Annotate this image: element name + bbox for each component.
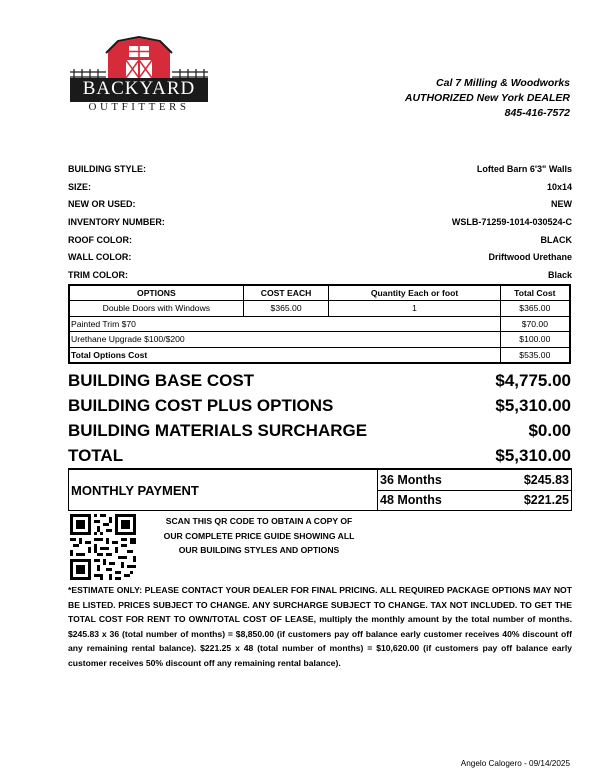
footer-signature: Angelo Calogero - 09/14/2025 bbox=[460, 759, 570, 768]
cost-row bbox=[68, 418, 571, 443]
dealer-info bbox=[405, 76, 570, 121]
cost-value: $0.00 bbox=[528, 420, 571, 440]
qr-caption-line: OUR COMPLETE PRICE GUIDE SHOWING ALL bbox=[163, 530, 355, 541]
dealer-phone: 845-416-7572 bbox=[504, 107, 570, 119]
monthly-payment-box bbox=[68, 468, 572, 511]
table-row bbox=[69, 301, 570, 317]
spec-label: INVENTORY NUMBER: bbox=[68, 216, 165, 227]
logo-word-top: BACKYARD bbox=[82, 78, 196, 99]
spec-label: BUILDING STYLE: bbox=[68, 163, 146, 174]
payment-term: 36 Months bbox=[380, 472, 442, 487]
spec-label: SIZE: bbox=[68, 181, 92, 192]
qr-caption-line: SCAN THIS QR CODE TO OBTAIN A COPY OF bbox=[165, 516, 353, 526]
cost-summary bbox=[68, 368, 571, 468]
spec-value: Lofted Barn 6'3" Walls bbox=[476, 163, 572, 174]
spec-row bbox=[68, 266, 572, 284]
table-total-row bbox=[69, 347, 570, 363]
logo-word-bottom: OUTFITTERS bbox=[88, 101, 190, 113]
spec-label: WALL COLOR: bbox=[68, 252, 132, 263]
barn-icon bbox=[66, 36, 212, 80]
column-header: COST EACH bbox=[243, 285, 329, 301]
option-name: Urethane Upgrade $100/$200 bbox=[69, 332, 500, 348]
cost-label: TOTAL bbox=[68, 445, 124, 465]
spec-row bbox=[68, 160, 572, 178]
option-name: Double Doors with Windows bbox=[69, 301, 243, 317]
spec-row bbox=[68, 178, 572, 196]
spec-value: NEW bbox=[551, 199, 572, 210]
cost-row bbox=[68, 393, 571, 418]
spec-value: WSLB-71259-1014-030524-C bbox=[451, 216, 572, 227]
column-header: OPTIONS bbox=[69, 285, 243, 301]
table-row bbox=[69, 316, 570, 332]
spec-row bbox=[68, 248, 572, 266]
spec-row bbox=[68, 231, 572, 249]
dealer-authorization: AUTHORIZED New York DEALER bbox=[404, 92, 570, 104]
options-table bbox=[68, 284, 571, 364]
cost-label: BUILDING BASE COST bbox=[68, 370, 255, 390]
payment-term: 48 Months bbox=[380, 493, 442, 508]
dealer-name: Cal 7 Milling & Woodworks bbox=[436, 77, 570, 89]
table-header-row bbox=[69, 285, 570, 301]
option-name: Painted Trim $70 bbox=[69, 316, 500, 332]
total-options-value: $535.00 bbox=[500, 347, 570, 363]
spec-label: ROOF COLOR: bbox=[68, 234, 132, 245]
cost-row bbox=[68, 443, 571, 468]
spec-value: BLACK bbox=[540, 234, 572, 245]
backyard-outfitters-logo bbox=[66, 36, 212, 116]
cost-label: BUILDING MATERIALS SURCHARGE bbox=[68, 420, 368, 440]
cost-value: $5,310.00 bbox=[495, 445, 571, 465]
qr-code-icon bbox=[70, 514, 136, 580]
spec-value: Driftwood Urethane bbox=[488, 252, 572, 263]
qr-caption bbox=[144, 514, 374, 558]
cost-label: BUILDING COST PLUS OPTIONS bbox=[68, 395, 334, 415]
option-total: $100.00 bbox=[500, 332, 570, 348]
column-header: Quantity Each or foot bbox=[329, 285, 500, 301]
spec-value: 10x14 bbox=[546, 181, 572, 192]
building-specs bbox=[68, 160, 572, 284]
payment-amount: $221.25 bbox=[523, 493, 569, 508]
payment-amount: $245.83 bbox=[523, 472, 569, 487]
payment-option bbox=[378, 490, 571, 511]
monthly-payment-label: MONTHLY PAYMENT bbox=[69, 470, 378, 510]
option-cost-each: $365.00 bbox=[243, 301, 329, 317]
cost-value: $5,310.00 bbox=[495, 395, 571, 415]
payment-option bbox=[378, 470, 571, 490]
spec-label: NEW OR USED: bbox=[68, 199, 136, 210]
cost-value: $4,775.00 bbox=[495, 370, 571, 390]
qr-caption-line: OUR BUILDING STYLES AND OPTIONS bbox=[178, 545, 340, 555]
spec-row bbox=[68, 195, 572, 213]
option-total: $70.00 bbox=[500, 316, 570, 332]
spec-label: TRIM COLOR: bbox=[68, 269, 128, 280]
qr-code[interactable] bbox=[70, 514, 136, 580]
total-options-label: Total Options Cost bbox=[69, 347, 500, 363]
option-total: $365.00 bbox=[500, 301, 570, 317]
option-quantity: 1 bbox=[329, 301, 500, 317]
spec-value: Black bbox=[547, 269, 572, 280]
cost-row bbox=[68, 368, 571, 393]
column-header: Total Cost bbox=[500, 285, 570, 301]
monthly-payment-options bbox=[378, 470, 571, 510]
disclaimer-text: *ESTIMATE ONLY: PLEASE CONTACT YOUR DEALER FOR FINAL PRICING. ALL REQUIRED PACKAGE OPTIONS MAY NOT BE LISTED. PRICES SUBJECT TO CHANGE. ANY SURCHARGE SUBJECT TO CHANGE. TAX NOT INCLUDED. TO GET THE TOTAL COST FOR RENT TO OWN/TOTAL COST OF LEASE, multiply the monthly amount by the total number of months. $245.83 x 36 (total number of months) = $8,850.00 (if customers pay off balance early customer receives 40% discount off any remaining rental balance). $221.25 x 48 (total number of months) = $10,620.00 (if customers pay off balance early customer receives 50% discount off any remaining rental balance). bbox=[68, 585, 572, 668]
table-row bbox=[69, 332, 570, 348]
spec-row bbox=[68, 213, 572, 231]
